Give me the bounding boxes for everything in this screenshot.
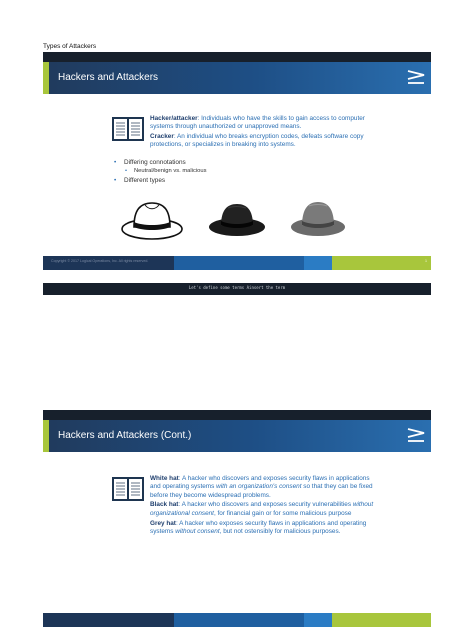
slide-top-strip (43, 52, 431, 62)
slide-title-bar (43, 420, 431, 452)
slide-footer (43, 613, 431, 627)
sub-bullet-neutral: • Neutral/benign vs. malicious (114, 167, 207, 176)
definition-grey-hat: Grey hat: A hacker who exposes security flaws in applications and operating systems without consent, but not ostensibly for malicious purposes. (150, 519, 367, 535)
slide-hackers-and-attackers-cont (43, 410, 431, 632)
bullet-list (114, 158, 207, 185)
notes-caption: Let's define some terms Ainsert the term (188, 285, 286, 290)
black-hat-icon (206, 200, 268, 240)
logo-icon (405, 426, 427, 446)
book-icon (111, 116, 145, 142)
title-accent (43, 420, 49, 452)
page-label: Types of Attackers (43, 43, 97, 50)
hat-definitions (150, 475, 375, 538)
grey-hat-icon (288, 198, 348, 240)
slide-title: Hackers and Attackers (Cont.) (58, 430, 192, 441)
white-hat-icon (119, 198, 185, 242)
slide-hackers-and-attackers (43, 52, 431, 296)
bullet-differing-connotations: • Differing connotations (114, 158, 207, 167)
notes-strip (43, 283, 431, 295)
definition-cracker: Cracker: An individual who breaks encryption codes, defeats software copy protections, or specializes in breaking into systems. (150, 133, 364, 149)
bullet-different-types: • Different types (114, 176, 207, 185)
definition-black-hat: Black hat: A hacker who discovers and exposes security vulnerabilities without organizational consent, for financial gain or for some malicious purpose (150, 501, 374, 517)
definition-hacker: Hacker/attacker: Individuals who have the skills to gain access to computer systems through unauthorized or unapproved means. (150, 115, 365, 131)
book-icon (111, 476, 145, 502)
slide-title-bar (43, 62, 431, 94)
definition-white-hat: White hat: A hacker who discovers and exposes security flaws in applications and operating systems with an organization's consent so that they can be fixed before they become widespread problems. (150, 475, 373, 499)
copyright-text: Copyright © 2017 Logical Operations, Inc. All rights reserved. (51, 259, 149, 263)
logo-icon (405, 68, 427, 88)
slide-title: Hackers and Attackers (58, 72, 159, 83)
slide-top-strip (43, 410, 431, 420)
title-accent (43, 62, 49, 94)
slide-footer (43, 256, 431, 270)
slide-page-number: 1 (425, 259, 427, 263)
definitions (150, 115, 370, 151)
